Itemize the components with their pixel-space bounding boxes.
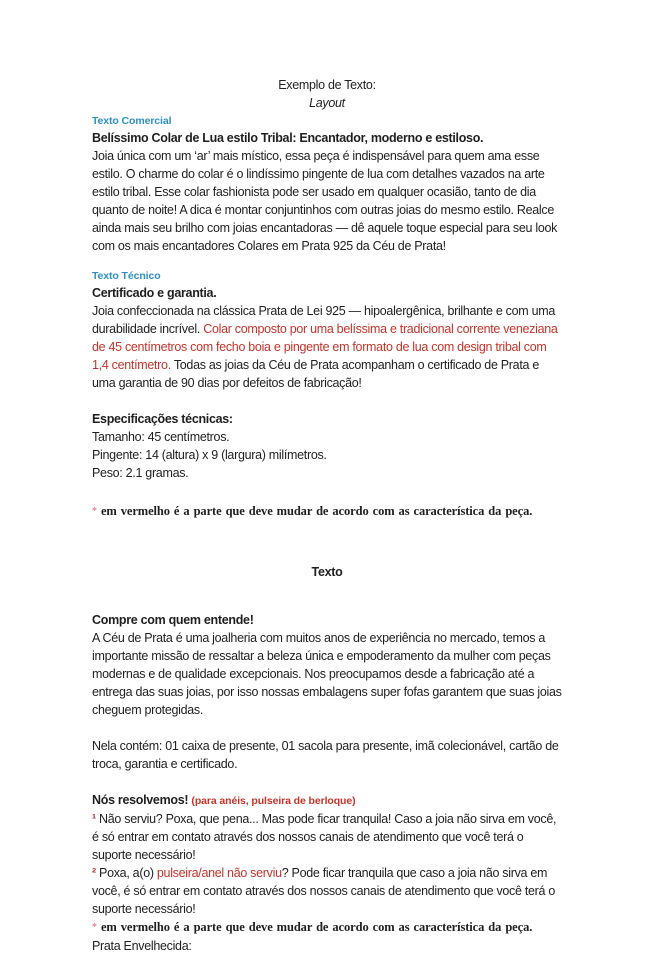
red-change-note-text: em vermelho é a parte que deve mudar de acordo com as característica da peça. [100,504,533,518]
contains-paragraph: Nela contém: 01 caixa de presente, 01 sacola para presente, imã colecionável, cartão de troca, garantia e certificado. [92,739,559,771]
comercial-heading: Belíssimo Colar de Lua estilo Tribal: Encantador, moderno e estiloso. [92,131,484,145]
texto-section-heading: Texto [311,565,343,579]
red-change-note [92,502,562,521]
section-label-texto-comercial: Texto Comercial [92,115,172,127]
resolvemos-item-1: ¹ Não serviu? Poxa, que pena... Mas pode ficar tranquila! Caso a joia não sirva em você, é só entrar em contato através dos nossos canais de atendimento que você terá o suporte necessário! [92,812,557,862]
asterisk-marker: * [92,506,97,517]
compre-heading: Compre com quem entende! [92,613,254,627]
resolvemos-heading: Nós resolvemos! [92,793,189,807]
spec-line-peso: Peso: 2.1 gramas. [92,466,189,480]
document-subtitle: Layout [309,96,345,110]
red-change-note-bottom [92,918,562,937]
spec-line-tamanho: Tamanho: 45 centímetros. [92,430,230,444]
red-change-note-text: em vermelho é a parte que deve mudar de acordo com as característica da peça. [100,920,533,934]
resolvemos-heading-note: (para anéis, pulseira de berloque) [191,795,356,807]
tecnico-body: Joia confeccionada na clássica Prata de Lei 925 — hipoalergênica, brilhante e com uma durabilidade incrível. Colar composto por uma belíssima e tradicional corrente veneziana de 45 centímetros com fecho boia e pingente em formato de lua com design tribal com 1,4 centímetro. Todas as joias da Céu de Prata acompanham o certificado de Prata e uma garantia de 90 dias por defeitos de fabricação! [92,304,558,390]
compre-body: A Céu de Prata é uma joalheria com muitos anos de experiência no mercado, temos a importante missão de ressaltar a beleza única e empoderamento da mulher com peças modernas e de qualidade excepcionais. Nos preocupamos desde a fabricação até a entrega das suas joias, por isso nossas embalagens super fofas garantem que suas joias cheguem protegidas. [92,631,562,717]
specs-heading: Especificações técnicas: [92,412,233,426]
section-label-texto-tecnico: Texto Técnico [92,270,161,282]
tecnico-heading: Certificado e garantia. [92,286,217,300]
resolvemos-heading-line [92,791,562,810]
spec-line-pingente: Pingente: 14 (altura) x 9 (largura) milímetros. [92,448,327,462]
document-title: Exemplo de Texto: [278,78,376,92]
resolvemos-item-2: ² Poxa, a(o) pulseira/anel não serviu? Pode ficar tranquila que caso a joia não sirva em você, é só entrar em contato através dos nossos canais de atendimento que você terá o suporte necessário! [92,866,555,916]
asterisk-marker: * [92,922,97,933]
comercial-body: Joia única com um ‘ar’ mais místico, essa peça é indispensável para quem ama esse estilo. O charme do colar é o lindíssimo pingente de lua com detalhes vazados na arte estilo tribal. Esse colar fashionista pode ser usado em qualquer ocasião, tanto de dia quanto de noite! A dica é montar conjuntinhos com outras joias do mesmo estilo. Realce ainda mais seu brilho com joias encantadoras — dê aquele toque especial para seu look com os mais encantadores Colares em Prata 925 da Céu de Prata! [92,149,558,253]
prata-envelhecida-line: Prata Envelhecida: [92,939,192,953]
